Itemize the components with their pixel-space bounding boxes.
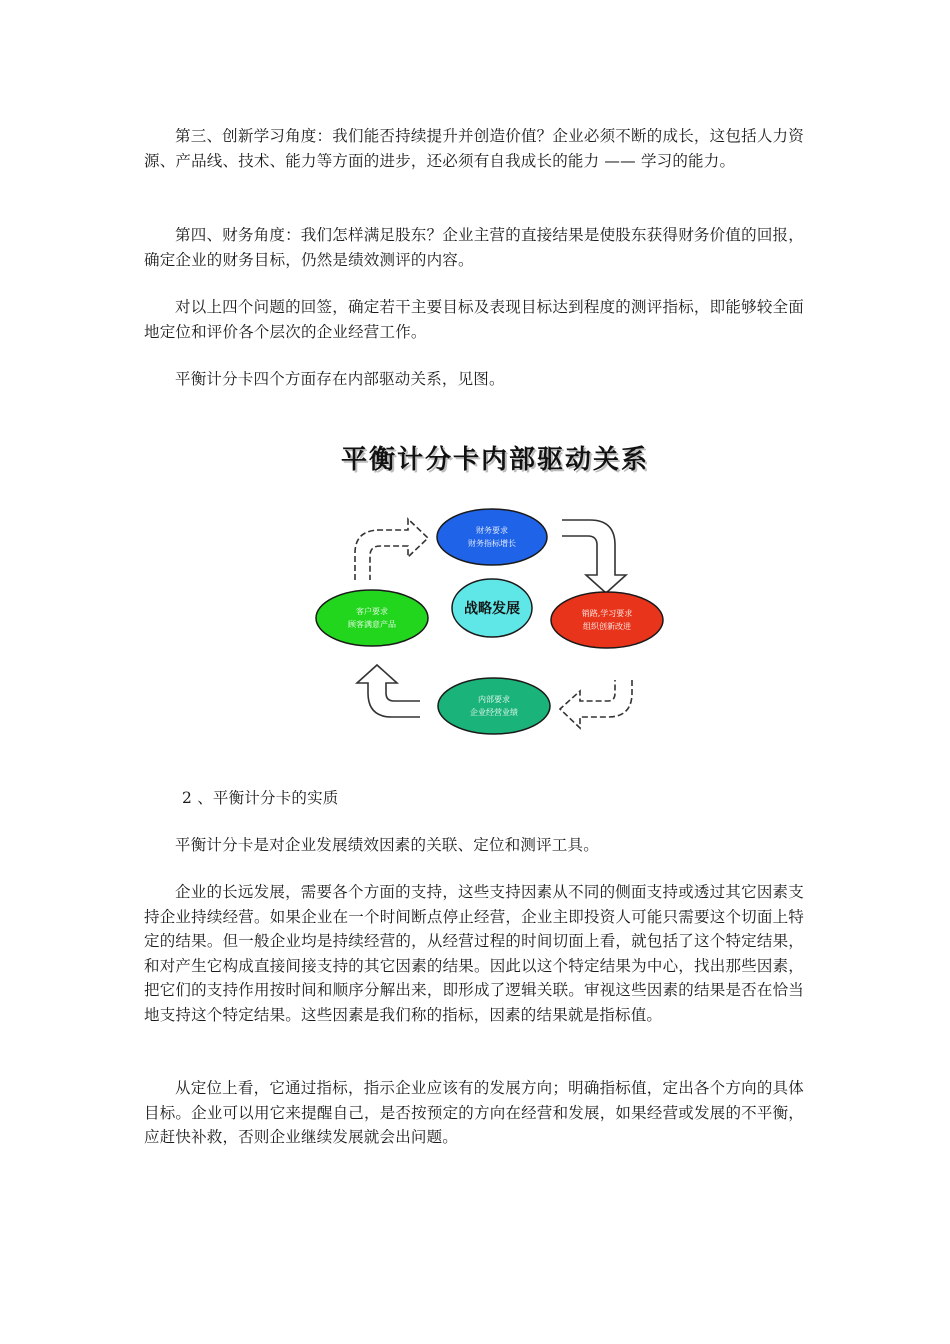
paragraph-innovation-learning: 第三、创新学习角度：我们能否持续提升并创造价值？企业必须不断的成长，这包括人力资源、产品线、技术、能力等方面的进步，还必须有自我成长的能力 —— 学习的能力。 xyxy=(144,127,804,170)
arrow-bottom-to-left xyxy=(357,665,420,717)
node-right-line1: 销路,学习要求 xyxy=(581,609,633,618)
node-left xyxy=(316,590,428,646)
arrow-top-to-right xyxy=(562,520,626,593)
driving-relationship-figure xyxy=(300,425,680,760)
node-bottom xyxy=(438,678,550,734)
paragraph-long-term-development: 企业的长远发展，需要各个方面的支持，这些支持因素从不同的侧面支持或透过其它因素支持企业持续经营。如果企业在一个时间断点停止经营，企业主即投资人可能只需要这个切面上特定的结果。但一般企业均是持续经营的，从经营过程的时间切面上看，就包括了这个特定结果，和对产生它构成直接间接支持的其它因素的结果。因此以这个特定结果为中心，找出那些因素，把它们的支持作用按时间和顺序分解出来，即形成了逻辑关联。审视这些因素的结果是否在恰当地支持这个特定结果。这些因素是我们称的指标，因素的结果就是指标值。 xyxy=(144,883,804,1024)
node-right-line2: 组织创新改进 xyxy=(583,622,631,631)
node-right xyxy=(551,592,663,648)
figure-title: 平衡计分卡内部驱动关系 xyxy=(340,445,649,475)
node-bottom-line1: 内部要求 xyxy=(478,695,510,704)
node-top-line1: 财务要求 xyxy=(476,526,508,535)
node-top-line2: 财务指标增长 xyxy=(468,539,516,548)
arrow-left-to-top xyxy=(355,519,428,580)
node-bottom-line2: 企业经营业绩 xyxy=(470,708,518,717)
paragraph-financial: 第四、财务角度：我们怎样满足股东？企业主营的直接结果是使股东获得财务价值的回报，确定企业的财务目标，仍然是绩效测评的内容。 xyxy=(144,226,804,269)
node-center xyxy=(452,579,532,637)
node-center-label: 战略发展 xyxy=(464,601,520,617)
node-left-line2: 顾客满意产品 xyxy=(348,620,396,629)
paragraph-figure-intro: 平衡计分卡四个方面存在内部驱动关系，见图。 xyxy=(175,370,505,388)
paragraph-essence: 平衡计分卡是对企业发展绩效因素的关联、定位和测评工具。 xyxy=(175,836,599,854)
section-heading: 2 、平衡计分卡的实质 xyxy=(182,789,339,807)
node-left-line1: 客户要求 xyxy=(356,607,388,616)
paragraph-four-questions: 对以上四个问题的回签，确定若干主要目标及表现目标达到程度的测评指标，即能够较全面地定位和评价各个层次的企业经营工作。 xyxy=(144,298,804,341)
paragraph-positioning: 从定位上看，它通过指标，指示企业应该有的发展方向；明确指标值，定出各个方向的具体目标。企业可以用它来提醒自己，是否按预定的方向在经营和发展，如果经营或发展的不平衡，应赶快补救，否则企业继续发展就会出问题。 xyxy=(144,1079,804,1146)
arrow-right-to-bottom xyxy=(560,680,632,728)
node-top xyxy=(437,509,547,565)
cycle-diagram xyxy=(300,425,680,760)
